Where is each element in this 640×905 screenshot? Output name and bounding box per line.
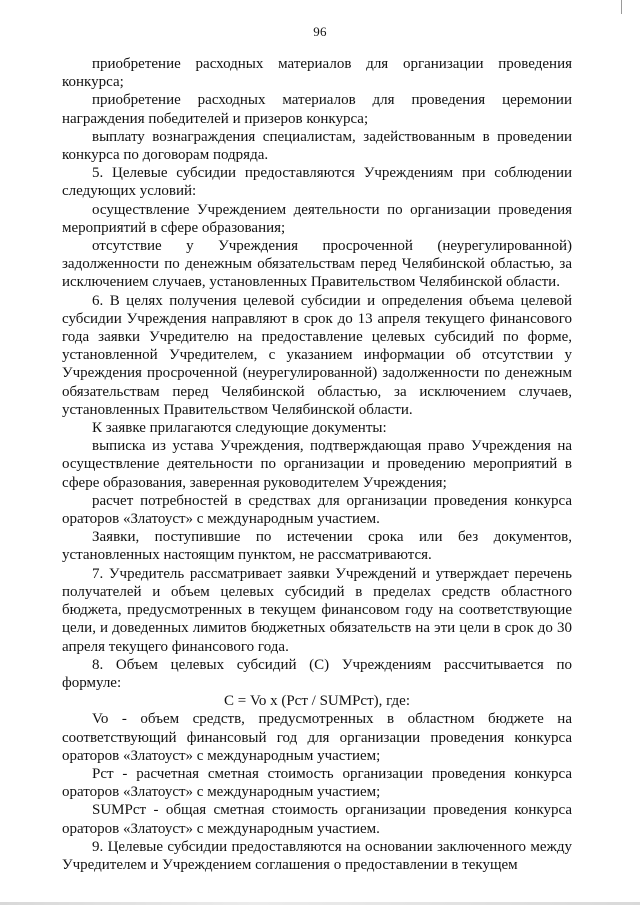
scan-edge-mark bbox=[621, 0, 622, 14]
definition: Рст - расчетная сметная стоимость организации проведения конкурса ораторов «Златоуст» с международным участием; bbox=[62, 765, 572, 801]
page-number: 96 bbox=[313, 24, 327, 39]
definition: SUMРст - общая сметная стоимость организации проведения конкурса ораторов «Златоуст» с международным участием. bbox=[62, 802, 572, 837]
paragraph: выписка из устава Учреждения, подтверждающая право Учреждения на осуществление деятельности по организации и проведению мероприятий в сфере образования, заверенная руководителем Учреждения; bbox=[62, 438, 572, 491]
formula: С = Vo x (Рст / SUMРст), где: bbox=[223, 693, 410, 710]
paragraph: 8. Объем целевых субсидий (С) Учреждениям рассчитывается по формуле: bbox=[62, 656, 572, 691]
paragraph: 6. В целях получения целевой субсидии и определения объема целевой субсидии Учреждения направляют в срок до 13 апреля текущего финансового года заявки Учредителю на предоставление целевых субсидий по форме, установленной Учредителем, с указанием информации об отсутствии у Учреждения просроченной (неурегулированной) задолженности по денежным обязательствам перед Челябинской областью, за исключением случаев, установленных Правительством Челябинской области. bbox=[62, 292, 572, 418]
paragraph: отсутствие у Учреждения просроченной (неурегулированной) задолженности по денежным обязательствам перед Челябинской областью, за исключением случаев, установленных Правительством Челябинской области. bbox=[62, 238, 572, 291]
paragraph: 7. Учредитель рассматривает заявки Учреждений и утверждает перечень получателей и объем целевых субсидий в пределах средств областного бюджета, предусмотренных в текущем финансовом году на соответствующие цели, и доведенных лимитов бюджетных обязательств на эти цели в срок до 30 апреля текущего финансового года. bbox=[62, 565, 572, 655]
paragraph: выплату вознаграждения специалистам, задействованным в проведении конкурса по договорам подряда. bbox=[62, 128, 572, 164]
definition: Vo - объем средств, предусмотренных в областном бюджете на соответствующий финансовый год для организации проведения конкурса ораторов «Златоуст» с международным участием; bbox=[62, 711, 572, 764]
paragraph: приобретение расходных материалов для проведения церемонии награждения победителей и призеров конкурса; bbox=[62, 92, 572, 127]
paragraph: К заявке прилагаются следующие документы: bbox=[92, 420, 387, 437]
paragraph: Заявки, поступившие по истечении срока или без документов, установленных настоящим пунктом, не рассматриваются. bbox=[62, 529, 572, 564]
paragraph: приобретение расходных материалов для организации проведения конкурса; bbox=[62, 56, 572, 91]
body-text bbox=[62, 55, 572, 874]
paragraph: расчет потребностей в средствах для организации проведения конкурса ораторов «Златоуст» с международным участием. bbox=[62, 492, 572, 528]
paragraph: осуществление Учреждением деятельности по организации проведения мероприятий в сфере образования; bbox=[62, 201, 572, 236]
paragraph: 5. Целевые субсидии предоставляются Учреждениям при соблюдении следующих условий: bbox=[62, 165, 572, 200]
paragraph: 9. Целевые субсидии предоставляются на основании заключенного между Учредителем и Учреждением соглашения о предоставлении в текущем bbox=[62, 838, 572, 873]
